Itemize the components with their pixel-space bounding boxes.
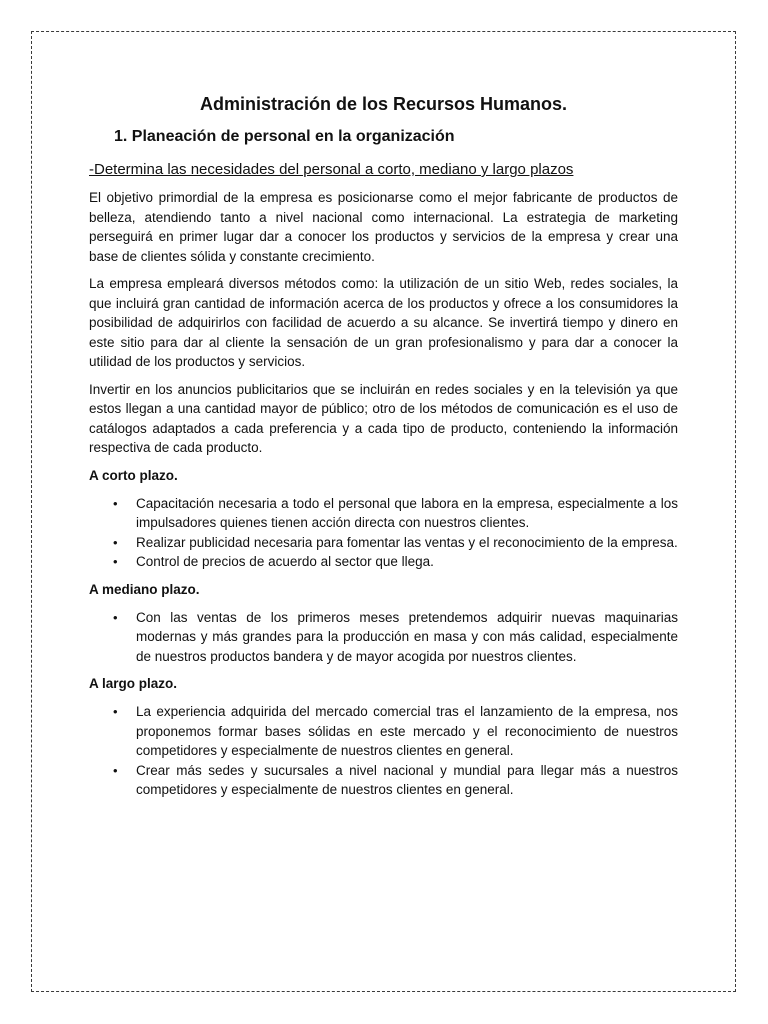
subheading: -Determina las necesidades del personal a corto, mediano y largo plazos <box>89 161 574 178</box>
bullet-icon: • <box>113 609 118 625</box>
bullet-icon: • <box>113 554 118 569</box>
largo-plazo-title: A largo plazo. <box>89 676 178 691</box>
list-item <box>89 533 678 553</box>
corto-plazo-list <box>89 494 678 572</box>
list-item-text: Control de precios de acuerdo al sector que llega. <box>136 554 434 569</box>
paragraph-metodos: La empresa empleará diversos métodos como: la utilización de un sitio Web, redes sociales, la que incluirá gran cantidad de información acerca de los productos y ofrece a los consumidores la posibilidad de adquirirlos con facilidad de acuerdo a su alcance. Se invertirá tiempo y dinero en este sitio para dar al cliente la sensación de un gran profesionalismo y para dar a conocer la utilidad de los productos y servicios. <box>89 276 678 369</box>
list-item <box>89 702 678 761</box>
corto-plazo-title: A corto plazo. <box>89 467 178 483</box>
bullet-icon: • <box>113 495 118 511</box>
list-item <box>89 761 678 800</box>
list-item-text: Capacitación necesaria a todo el personal que labora en la empresa, especialmente a los impulsadores quienes tienen acción directa con nuestros clientes. <box>136 495 678 530</box>
mediano-plazo-list <box>89 608 678 667</box>
list-item-text: Crear más sedes y sucursales a nivel nacional y mundial para llegar más a nuestros competidores y especialmente de nuestros clientes en general. <box>136 762 678 797</box>
list-item-text: Con las ventas de los primeros meses pretendemos adquirir nuevas maquinarias modernas y más grandes para la producción en masa y con más calidad, especialmente de nuestros productos bandera y de mayor acogida por nuestros clientes. <box>136 609 678 664</box>
bullet-icon: • <box>113 534 118 550</box>
list-item <box>89 552 678 572</box>
paragraph-objetivo: El objetivo primordial de la empresa es posicionarse como el mejor fabricante de productos de belleza, atendiendo tanto a nivel nacional como internacional. La estrategia de marketing perseguirá en primer lugar dar a conocer los productos y servicios de la empresa y crear una base de clientes sólida y constante crecimiento. <box>89 190 678 264</box>
list-item <box>89 494 678 533</box>
document-title: Administración de los Recursos Humanos. <box>199 94 568 114</box>
mediano-plazo-title: A mediano plazo. <box>89 581 200 597</box>
bullet-icon: • <box>113 762 118 778</box>
list-item-text: Realizar publicidad necesaria para fomentar las ventas y el reconocimiento de la empresa. <box>136 534 678 550</box>
largo-plazo-list <box>89 702 678 800</box>
document-content <box>89 92 678 808</box>
list-item <box>89 608 678 667</box>
bullet-icon: • <box>113 704 118 719</box>
list-item-text: La experiencia adquirida del mercado comercial tras el lanzamiento de la empresa, nos proponemos formar bases sólidas en este mercado y el reconocimiento de nuestros competidores y especialmente de nuestros clientes en general. <box>136 704 678 758</box>
paragraph-anuncios: Invertir en los anuncios publicitarios que se incluirán en redes sociales y en la televisión ya que estos llegan a una cantidad mayor de público; otro de los métodos de comunicación es el uso de catálogos adaptados a cada preferencia y a cada tipo de producto, conteniendo la información respectiva de cada producto. <box>89 381 678 455</box>
section-heading: 1. Planeación de personal en la organización <box>114 128 455 145</box>
